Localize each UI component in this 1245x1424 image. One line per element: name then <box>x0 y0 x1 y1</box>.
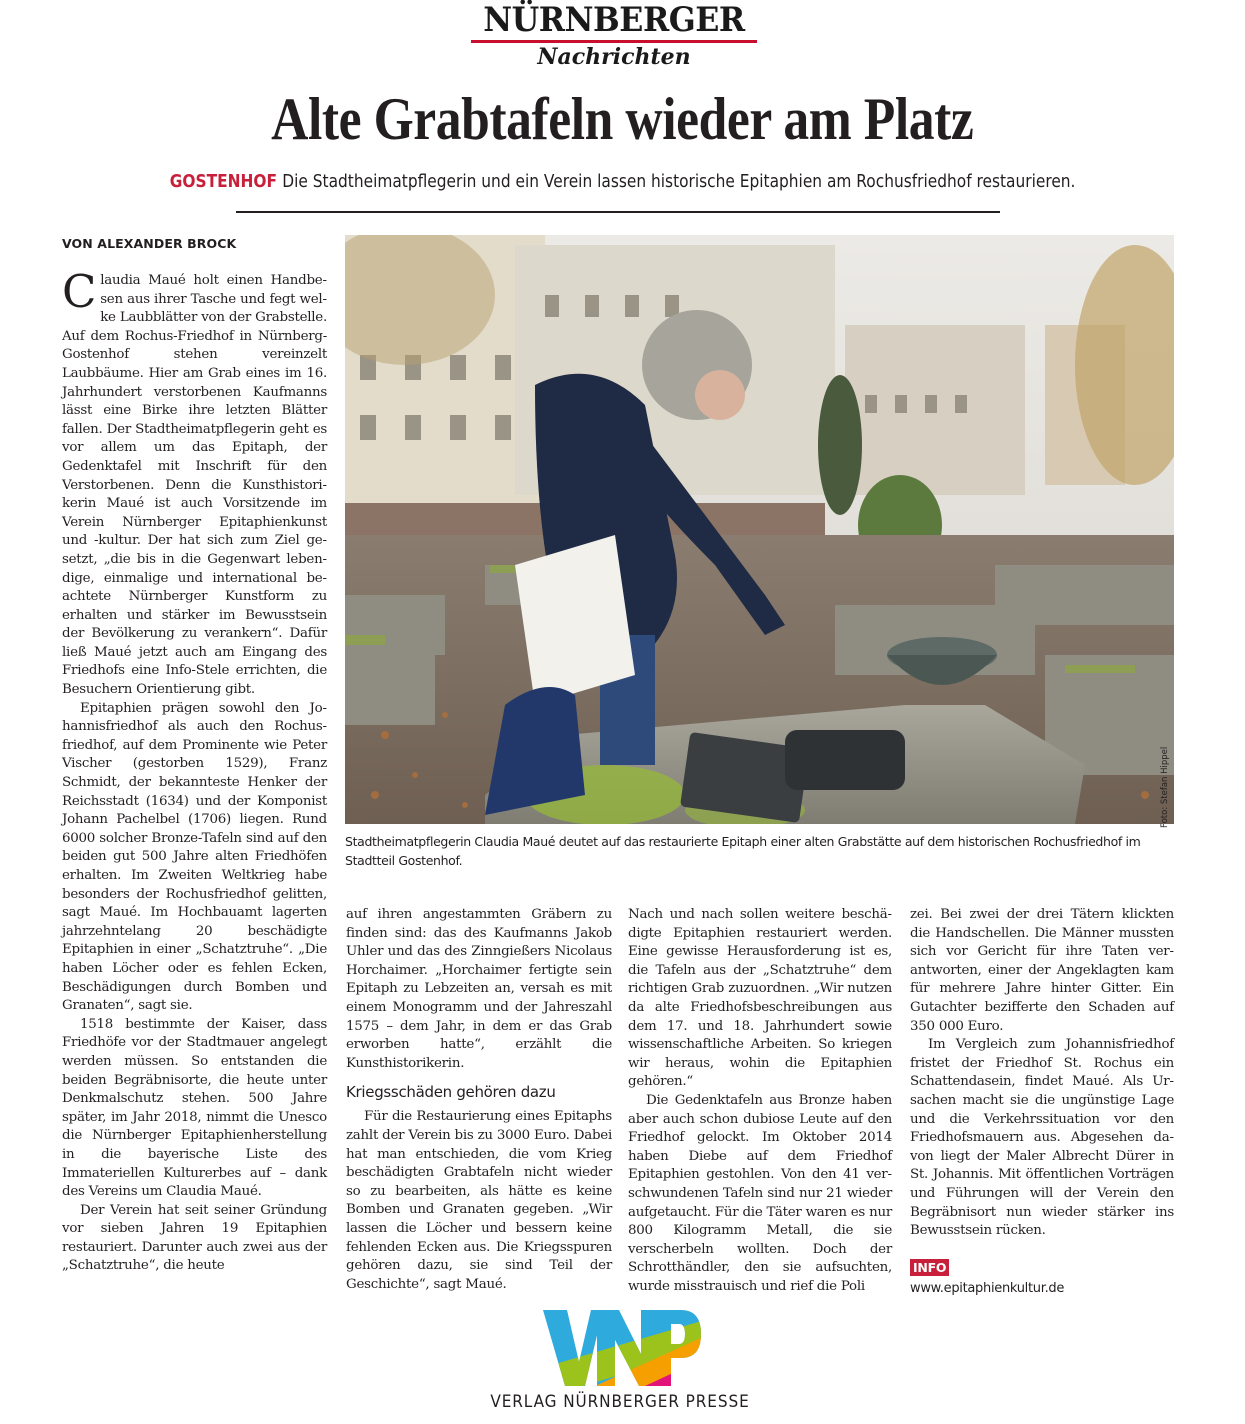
paragraph: auf ihren angestammten Gräbern zu finden sind: das des Kaufmanns Jakob Uhler und das des Zinngießers Nicolaus Horchaimer. „Horchaimer fertigte sein Epitaph zu Lebzeiten an, versah es mit einem Monogramm und der Jahreszahl 1575 – dem Jahr, in dem er das Grab erworben hatte“, erzählt die Kunsthistorikerin. <box>346 907 612 1071</box>
masthead-title: NÜRNBERGER <box>483 0 745 40</box>
location-kicker: GOSTENHOF <box>169 172 277 192</box>
photo-credit: Foto: Stefan Hippel <box>1160 746 1170 828</box>
papers-in-hand <box>515 535 635 705</box>
photo-caption: Stadtheimatpflegerin Claudia Maué deutet auf das restaurierte Epitaph einer alten Grabstätte auf dem historischen Rochusfriedhof im Stadtteil Gostenhof. <box>345 834 1141 868</box>
article-deck <box>0 170 1245 194</box>
masthead-logo <box>469 2 759 74</box>
paragraph: Für die Restaurierung eines Epitaphs zahlt der Verein bis zu 3000 Euro. Dabei hat man entschieden, die vom Krieg beschädigten Grabtafeln nicht wieder so zu bearbeiten, als hätte es keine Bomben und Granaten gegeben. „Wir lassen die Löcher und bessern keine fehlenden Ecken aus. Die Kriegsspuren gehören dazu, sie sind Teil der Geschichte“, sagt Maué. <box>346 1109 612 1292</box>
cypress-tree <box>818 375 862 515</box>
article-column-1 <box>62 265 327 1276</box>
paragraph: Die Gedenktafeln aus Bronze haben aber auch schon dubiose Leute auf den Friedhof gelockt. Im Oktober 2014 haben Diebe auf dem Friedhof Epitaphien gestohlen. Von den 41 verschwundenen Tafeln sind nur 21 wieder aufgetaucht. Für die Täter waren es nur 800 Kilogramm Metall, die sie verscherbeln wollten. Doch der Schrotthändler, den sie aufsuchten, wurde misstrauisch und rief die Poli <box>628 1092 892 1294</box>
masthead-subtitle: Nachrichten <box>537 44 691 70</box>
article-column-3 <box>628 906 892 1296</box>
article-column-4 <box>910 906 1174 1298</box>
paragraph: Epitaphien prägen sowohl den Johannisfriedhof als auch den Rochusfriedhof, auf dem Prominente wie Peter Vischer (gestorben 1529), Franz Schmidt, der bekannteste Henker der Reichsstadt (1634) und der Komponist Johann Pachelbel (1706) liegen. Rund 6000 solcher Bronze-Tafeln sind auf den beiden gut 500 Jahre alten Friedhöfen erhalten. Im Zweiten Weltkrieg habe besonders der Rochusfriedhof gelitten, sagt Maué. Im Hochbauamt lagerten jahrzehntelang 20 beschädigte Epitaphien in einer „Schatztruhe“. „Die haben Löcher oder es fehlen Ecken, Beschädigungen durch Bomben und Granaten“, sagt sie. <box>62 700 327 1014</box>
paragraph-text: laudia Maué holt einen Handbesen aus ihrer Tasche und fegt welke Laubblätter von der Grabstelle. Auf dem Rochus-Friedhof in Nürnberg-Gostenhof stehen vereinzelt Laubbäume. Hier am Grab eines im 16. Jahrhundert verstorbenen Kaufmanns lässt eine Birke ihre letzten Blätter fallen. Der Stadtheimatpflegerin geht es vor allem um das Epitaph, der Gedenktafel mit Inschrift für den Verstorbenen. Denn die Kunsthistorikerin Maué ist auch Vorsitzende im Verein Nürnberger Epitaphienkunst und -kultur. Der hat sich zum Ziel gesetzt, „die bis in die Gegenwart lebendige, einmalige und international beachtete Nürnberger Kunstform zu erhalten und stärker im Bewusstsein der Bevölkerung zu verankern“. Dafür ließ Maué jetzt auch am Eingang des Friedhofs eine Info-Stele errichten, die Besuchern Orientierung gibt. <box>62 273 327 698</box>
info-website-link[interactable]: www.epitaphienkultur.de <box>910 1281 1065 1297</box>
paragraph <box>62 265 327 700</box>
byline: VON ALEXANDER BROCK <box>62 236 237 251</box>
paragraph: Der Verein hat seit seiner Gründung vor sieben Jahren 19 Epitaphien restauriert. Darunter auch zwei aus der „Schatztruhe“, die heute <box>62 1202 327 1274</box>
paragraph: Im Vergleich zum Johannisfriedhof fristet der Friedhof St. Rochus ein Schattendasein, findet Maué. Als Ursachen macht sie die ungünstige Lage und die Verkehrssituation vor den Friedhofsmauern aus. Abgesehen davon liegt der Maler Albrecht Dürer in St. Johannis. Mit öffentlichen Vorträgen und Führungen will der Verein den Begräbnisort nun wieder stärker ins Bewusstsein rücken. <box>910 1037 1174 1239</box>
person-face <box>695 370 745 420</box>
paragraph: 1518 bestimmte der Kaiser, dass Friedhöfe vor der Stadtmauer angelegt werden müssen. So entstanden die beiden Begräbnisorte, die heute unter Denkmalschutz stehen. 500 Jahre später, im Jahr 2018, nimmt die Unesco die Nürnberger Epitaphienherstellung in die bayerische Liste des Immateriellen Kulturerbes auf – dank des Vereins um Claudia Maué. <box>62 1016 327 1200</box>
article-headline <box>0 84 1245 154</box>
deck-divider <box>236 211 1000 213</box>
section-subhead: Kriegsschäden gehören dazu <box>346 1083 556 1102</box>
publisher-logo <box>470 1310 770 1424</box>
cemetery-photo-illustration <box>345 235 1174 824</box>
paragraph: Nach und nach sollen weitere beschädigte Epitaphien restauriert werden. Eine gewisse Herausforderung ist es, die Tafeln aus der „Schatztruhe“ dem richtigen Grab zuzuordnen. „Wir nutzen da alte Friedhofsbeschreibungen aus dem 17. und 18. Jahrhundert sowie wissenschaftliche Arbeiten. So kriegen wir heraus, wohin die Epitaphien gehören.“ <box>628 907 892 1090</box>
paragraph: zei. Bei zwei der drei Tätern klickten die Handschellen. Die Männer mussten sich vor Gericht für ihre Taten verantworten, einer der Angeklagten kam für mehrere Jahre hinter Gitter. Ein Gutachter bezifferte den Schaden auf 350 000 Euro. <box>910 907 1174 1034</box>
bronze-epitaph-ornate <box>785 730 905 790</box>
publisher-name: VERLAG NÜRNBERGER PRESSE <box>490 1392 750 1412</box>
deck-text: Die Stadtheimatpflegerin und ein Verein lassen historische Epitaphien am Rochusfriedhof restaurieren. <box>282 172 1076 192</box>
article-column-2 <box>346 906 612 1294</box>
info-badge: INFO <box>910 1259 949 1276</box>
vnp-logo-icon <box>535 1310 705 1386</box>
drop-cap: C <box>62 265 97 318</box>
article-photo <box>345 235 1174 824</box>
headline-text: Alte Grabtafeln wieder am Platz <box>271 86 974 152</box>
